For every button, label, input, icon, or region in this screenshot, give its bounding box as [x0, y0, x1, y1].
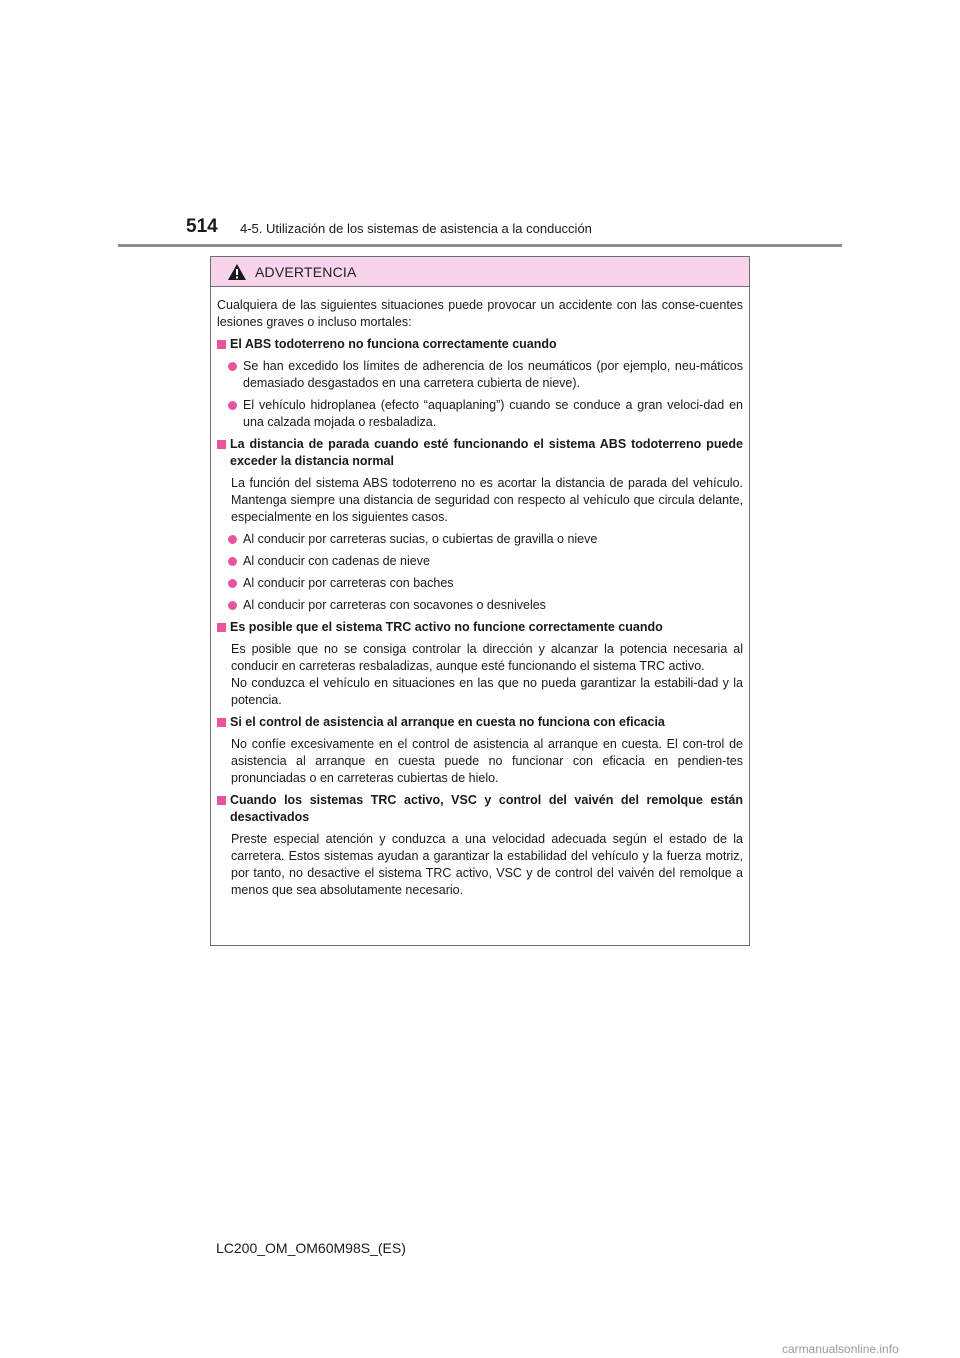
circle-bullet-icon — [228, 557, 237, 566]
circle-bullet-icon — [228, 601, 237, 610]
section-heading: La distancia de parada cuando esté funcionando el sistema ABS todoterreno puede exceder la distancia normal — [217, 436, 743, 470]
section-paragraph: No confíe excesivamente en el control de asistencia al arranque en cuesta. El con-trol de asistencia al arranque en cuesta puede no funcionar con eficacia en pendien-tes pronunciadas o en carreteras cubiertas de hielo. — [231, 737, 743, 785]
section-heading: Si el control de asistencia al arranque en cuesta no funciona con eficacia — [217, 714, 743, 731]
square-bullet-icon — [217, 440, 226, 449]
section-paragraph: Es posible que no se consiga controlar la dirección y alcanzar la potencia necesaria al conducir en carreteras resbaladizas, aunque esté funcionando el sistema TRC activo. No conduzca el vehículo en situaciones en las que no pueda garantizar la estabili-dad y la potencia. — [231, 642, 743, 707]
section-paragraph: Preste especial atención y conduzca a una velocidad adecuada según el estado de la carretera. Estos sistemas ayudan a garantizar la estabilidad del vehículo y la fuerza motriz, por tanto, no desactive el sistema TRC activo, VSC y de control del vaivén del remolque a menos que sea absolutamente necesario. — [231, 832, 743, 897]
warning-title: ADVERTENCIA — [255, 263, 357, 280]
list-item: El vehículo hidroplanea (efecto “aquaplaning”) cuando se conduce a gran veloci-dad en una calzada mojada o resbaladiza. — [217, 397, 743, 431]
warning-triangle-icon — [227, 263, 247, 281]
warning-header — [211, 257, 749, 287]
square-bullet-icon — [217, 340, 226, 349]
warning-intro: Cualquiera de las siguientes situaciones puede provocar un accidente con las conse-cuentes lesiones graves o incluso mortales: — [217, 298, 743, 329]
square-bullet-icon — [217, 718, 226, 727]
section-heading: Cuando los sistemas TRC activo, VSC y control del vaivén del remolque están desactivados — [217, 792, 743, 826]
watermark: carmanualsonline.info — [782, 1342, 899, 1356]
square-bullet-icon — [217, 796, 226, 805]
circle-bullet-icon — [228, 401, 237, 410]
square-bullet-icon — [217, 623, 226, 632]
circle-bullet-icon — [228, 535, 237, 544]
list-item: Al conducir por carreteras con baches — [217, 575, 743, 592]
section-heading: El ABS todoterreno no funciona correctamente cuando — [217, 336, 743, 353]
list-item: Al conducir con cadenas de nieve — [217, 553, 743, 570]
list-item: Al conducir por carreteras con socavones o desniveles — [217, 597, 743, 614]
document-code: LC200_OM_OM60M98S_(ES) — [216, 1240, 406, 1256]
warning-body — [211, 287, 749, 899]
section-paragraph: La función del sistema ABS todoterreno no es acortar la distancia de parada del vehículo. Mantenga siempre una distancia de seguridad con respecto al vehículo que circula delante, especialmente en los siguientes casos. — [231, 476, 743, 524]
header-divider — [118, 244, 842, 247]
warning-box — [210, 256, 750, 946]
section-heading: Es posible que el sistema TRC activo no funcione correctamente cuando — [217, 619, 743, 636]
page-number: 514 — [186, 216, 218, 237]
list-item: Se han excedido los límites de adherencia de los neumáticos (por ejemplo, neu-máticos demasiado desgastados en una carretera cubierta de nieve). — [217, 358, 743, 392]
list-item: Al conducir por carreteras sucias, o cubiertas de gravilla o nieve — [217, 531, 743, 548]
section-title: 4-5. Utilización de los sistemas de asistencia a la conducción — [240, 221, 592, 236]
circle-bullet-icon — [228, 579, 237, 588]
circle-bullet-icon — [228, 362, 237, 371]
